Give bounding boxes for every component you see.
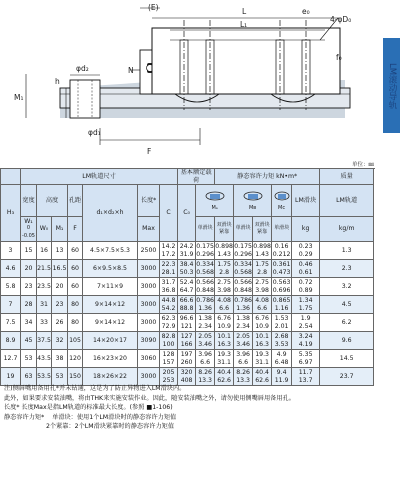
- label-e: (E): [148, 3, 159, 12]
- cell-max: 2500: [138, 242, 160, 260]
- cell-f: 80: [68, 296, 83, 314]
- label-holes: 4-φD₀: [330, 15, 352, 24]
- note-line-4: [4, 413, 380, 423]
- hdr-moment: 静态容许力矩 kN•m*: [215, 169, 320, 185]
- cell-mb1: 0.566 0.848: [234, 279, 252, 294]
- cell-f: 80: [68, 314, 83, 332]
- note-line-3: 长度* 长度Max是指LM轨道的标准最大长度。(参照 ■1-106): [4, 404, 173, 411]
- cell-mc: 0.865 1.16: [272, 297, 291, 312]
- hdr-w1-tol: 0 -0.05: [22, 225, 35, 239]
- table-row: [1, 278, 374, 296]
- cell-c0: 320 408: [178, 368, 196, 386]
- cell-ma1: 0.334 0.568: [196, 261, 214, 276]
- cell-ma2: 10.1 16.3: [215, 332, 234, 350]
- hdr-mc-label: Mc: [278, 205, 286, 211]
- cell-h3: 12.7: [1, 350, 21, 368]
- cell-blk: 0.23 0.29: [292, 242, 320, 260]
- cell-c: 44.8 54.2: [160, 296, 178, 314]
- cell-ma2: 4.08 6.6: [215, 296, 234, 314]
- cell-w1: 53: [21, 350, 37, 368]
- note-line-5: 2个紧靠：2个LM滑块紧靠时的静态容许力矩值: [46, 423, 175, 430]
- cell-w1: 20: [21, 260, 37, 278]
- cell-w0: 23.5: [37, 278, 52, 296]
- table-row: [1, 296, 374, 314]
- cell-mc: 0.16 0.212: [272, 243, 291, 258]
- cell-h3: 19: [1, 368, 21, 386]
- cell-w1: 45: [21, 332, 37, 350]
- side-tab-label: LM滚动导轨: [387, 63, 397, 110]
- cell-d: 4.5×7.5×5.3: [83, 242, 138, 260]
- cell-rail: 1.3: [320, 242, 374, 260]
- table-row: [1, 260, 374, 278]
- cell-blk: 0.72 0.89: [292, 278, 320, 296]
- cell-mc: 4.9 6.48: [272, 350, 292, 368]
- table-row: [1, 368, 374, 386]
- hdr-w1-label: W₁: [24, 217, 33, 225]
- cell-d: 9×14×12: [83, 314, 138, 332]
- hdr-load: 基本额定载荷: [178, 169, 215, 185]
- cell-mb1: 1.38 2.34: [234, 314, 253, 332]
- cell-ma1: 0.786 1.36: [196, 297, 214, 312]
- hdr-ma-single: 单滑块: [196, 217, 215, 242]
- hdr-d1d2h: d₁×d₂×h: [83, 185, 138, 242]
- cell-blk: 1.34 1.75: [292, 296, 320, 314]
- mb-moment-icon: [238, 189, 268, 203]
- cell-mb1: 0.786 1.36: [234, 297, 252, 312]
- cell-f: 105: [68, 332, 83, 350]
- cell-m1: 13: [52, 242, 68, 260]
- label-d2: φd₂: [76, 64, 89, 73]
- cell-c0: 96.6 121: [178, 314, 196, 332]
- cell-w0: 33: [37, 314, 52, 332]
- hdr-c: C: [160, 185, 178, 242]
- label-f: F: [147, 147, 152, 156]
- cell-m1: 26: [52, 314, 68, 332]
- cell-m1: 23: [52, 296, 68, 314]
- hdr-m1: M₁: [52, 217, 68, 242]
- cell-mb2: 10.1 16.3: [253, 332, 272, 350]
- hdr-mb-double: 双滑块 紧靠: [253, 217, 272, 242]
- hdr-f: F: [68, 217, 83, 242]
- hdr-mb-single: 单滑块: [234, 217, 253, 242]
- cell-mc: 1.53 2.01: [272, 314, 292, 332]
- note-line-1: 注)侧唇嘴用备用孔*并未钻通，这是为了防止异物进入LM滑块内。: [4, 385, 186, 392]
- cell-blk: 3.24 4.19: [292, 332, 320, 350]
- cell-ma1: 1.38 2.34: [196, 314, 215, 332]
- table-row: [1, 242, 374, 260]
- hdr-kg: kg: [292, 217, 320, 242]
- label-h: h: [55, 77, 60, 86]
- cell-d: 18×26×22: [83, 368, 138, 386]
- cell-w0: 37.5: [37, 332, 52, 350]
- cell-mb2: 2.75 3.98: [253, 278, 272, 296]
- cell-m1: 53: [52, 368, 68, 386]
- cell-mb2: 0.898 1.43: [253, 243, 271, 258]
- cell-max: 3000: [138, 278, 160, 296]
- table-row: [1, 350, 374, 368]
- cell-c0: 24.2 31.9: [178, 242, 196, 260]
- cell-ma2: 0.898 1.43: [215, 243, 233, 258]
- cell-mb1: 8.26 13.3: [234, 368, 253, 386]
- cell-d: 14×20×17: [83, 332, 138, 350]
- cell-ma2: 6.76 10.9: [215, 314, 234, 332]
- cell-h3: 7.5: [1, 314, 21, 332]
- cell-mc: 0.361 0.473: [272, 261, 291, 276]
- cell-c: 22.3 28.1: [160, 260, 178, 278]
- hdr-w1: [21, 217, 37, 242]
- cell-w1: 15: [21, 242, 37, 260]
- hdr-ma-label: Mₐ: [211, 205, 218, 211]
- cell-rail: 9.6: [320, 332, 374, 350]
- hdr-h3: H₃: [1, 185, 21, 242]
- cell-f: 60: [68, 278, 83, 296]
- cell-mb2: 19.3 31.1: [253, 350, 272, 368]
- label-n: N: [128, 66, 134, 75]
- cell-max: 3000: [138, 368, 160, 386]
- cell-mb2: 40.4 62.6: [253, 368, 272, 386]
- cell-mb1: 3.96 6.6: [234, 350, 253, 368]
- hdr-lm-block: LM滑块: [292, 185, 320, 217]
- cell-mb2: 6.76 10.9: [253, 314, 272, 332]
- lm-guide-drawing: [0, 0, 383, 160]
- unit-label: 单位：㎜: [352, 162, 375, 168]
- cell-w0: 31: [37, 296, 52, 314]
- cell-c: 62.3 72.9: [160, 314, 178, 332]
- cell-f: 60: [68, 260, 83, 278]
- hdr-pitch: 孔距: [68, 185, 83, 217]
- cell-ma1: 2.05 3.46: [196, 332, 215, 350]
- hdr-lm-rail: LM轨道: [320, 185, 374, 217]
- cell-ma2: 1.75 2.8: [215, 260, 234, 278]
- cell-max: 3060: [138, 350, 160, 368]
- cell-mb1: 2.05 3.46: [234, 332, 253, 350]
- cell-ma1: 8.26 13.3: [196, 368, 215, 386]
- table-body: [1, 242, 374, 386]
- hdr-mb: [234, 185, 272, 217]
- spec-table: [0, 168, 374, 386]
- cell-max: 3000: [138, 260, 160, 278]
- cell-c0: 127 166: [178, 332, 196, 350]
- cell-f: 120: [68, 350, 83, 368]
- cell-d: 9×14×12: [83, 296, 138, 314]
- note-moment-label: 静态容许力矩*: [4, 413, 45, 421]
- cell-mb2: 4.08 6.6: [253, 296, 272, 314]
- cell-h3: 4.6: [1, 260, 21, 278]
- mc-moment-icon: [273, 189, 291, 203]
- hdr-blank: [1, 169, 21, 185]
- cell-w0: 16: [37, 242, 52, 260]
- cell-ma1: 0.566 0.848: [196, 279, 214, 294]
- hdr-c0: C₀: [178, 185, 196, 242]
- cell-c: 128 157: [160, 350, 178, 368]
- cell-blk: 11.7 13.7: [292, 368, 320, 386]
- hdr-width: 宽度: [21, 185, 37, 217]
- cell-w1: 28: [21, 296, 37, 314]
- cell-ma1: 0.175 0.296: [196, 243, 214, 258]
- cell-blk: 1.9 2.54: [292, 314, 320, 332]
- cell-m1: 38: [52, 350, 68, 368]
- cell-ma2: 19.3 31.1: [215, 350, 234, 368]
- cell-blk: 0.46 0.61: [292, 260, 320, 278]
- cell-ma2: 2.75 3.98: [215, 278, 234, 296]
- cell-max: 3000: [138, 314, 160, 332]
- cell-rail: 6.2: [320, 314, 374, 332]
- label-m1: M₁: [14, 93, 24, 102]
- cell-mc: 0.563 0.696: [272, 279, 291, 294]
- label-f0: f₀: [336, 53, 342, 62]
- cell-rail: 23.7: [320, 368, 374, 386]
- cell-f: 60: [68, 242, 83, 260]
- cell-w1: 23: [21, 278, 37, 296]
- hdr-mc-single: 单滑块: [272, 217, 292, 242]
- hdr-kgm: kg/m: [320, 217, 374, 242]
- cell-rail: 3.2: [320, 278, 374, 296]
- cell-m1: 32: [52, 332, 68, 350]
- label-d1: φd₁: [88, 128, 101, 137]
- note-moment-single: 单滑块：使用1个LM滑块时的静态容许力矩值: [52, 413, 177, 421]
- ma-moment-icon: [200, 189, 230, 203]
- hdr-ma-double: 双滑块 紧靠: [215, 217, 234, 242]
- cell-mb2: 1.75 2.8: [253, 260, 272, 278]
- cell-d: 6×9.5×8.5: [83, 260, 138, 278]
- cell-w0: 43.5: [37, 350, 52, 368]
- cell-m1: 20: [52, 278, 68, 296]
- cell-mc: 9.4 11.9: [272, 368, 292, 386]
- cell-c: 31.7 36.8: [160, 278, 178, 296]
- label-l1: L₁: [240, 20, 248, 29]
- cell-w1: 34: [21, 314, 37, 332]
- cell-max: 3090: [138, 332, 160, 350]
- table-row: [1, 314, 374, 332]
- hdr-rail-dims: LM轨道尺寸: [21, 169, 178, 185]
- note-line-2: 此外，如果要求安装油嘴，将由THK来实施安装作业。因此，随安装油嘴之外，请勿使用侧嘴唇用备用孔。: [4, 394, 295, 402]
- cell-c0: 197 260: [178, 350, 196, 368]
- cell-rail: 4.5: [320, 296, 374, 314]
- hdr-ma: [196, 185, 234, 217]
- cell-mb1: 0.175 0.296: [234, 243, 252, 258]
- cell-h3: 8.9: [1, 332, 21, 350]
- cell-w0: 53.5: [37, 368, 52, 386]
- hdr-mass: 质量: [320, 169, 374, 185]
- hdr-length: 长度*: [138, 185, 160, 217]
- cell-d: 7×11×9: [83, 278, 138, 296]
- cell-m1: 16.5: [52, 260, 68, 278]
- cell-c0: 38.4 50.3: [178, 260, 196, 278]
- cell-w1: 63: [21, 368, 37, 386]
- cell-max: 3000: [138, 296, 160, 314]
- hdr-mc: [272, 185, 292, 217]
- hdr-w0: W₀: [37, 217, 52, 242]
- cell-mb1: 0.334 0.568: [234, 261, 252, 276]
- cell-c0: 52.4 64.7: [178, 278, 196, 296]
- cell-c: 205 253: [160, 368, 178, 386]
- cell-rail: 2.3: [320, 260, 374, 278]
- cell-c: 82.8 100: [160, 332, 178, 350]
- cell-f: 150: [68, 368, 83, 386]
- cell-mc: 2.68 3.53: [272, 332, 292, 350]
- hdr-height: 高度: [37, 185, 68, 217]
- cell-ma1: 3.96 6.6: [196, 350, 215, 368]
- label-e0: e₀: [302, 7, 310, 16]
- notes: [4, 384, 380, 432]
- cell-c0: 66.6 88.8: [178, 296, 196, 314]
- cell-ma2: 40.4 62.6: [215, 368, 234, 386]
- label-l: L: [242, 7, 247, 16]
- cell-w0: 21.5: [37, 260, 52, 278]
- hdr-max: Max: [138, 217, 160, 242]
- cell-rail: 14.5: [320, 350, 374, 368]
- cell-c: 14.2 17.2: [160, 242, 178, 260]
- cell-h3: 7: [1, 296, 21, 314]
- table-row: [1, 332, 374, 350]
- cell-blk: 5.35 6.97: [292, 350, 320, 368]
- cell-h3: 3: [1, 242, 21, 260]
- cell-d: 16×23×20: [83, 350, 138, 368]
- cell-h3: 5.8: [1, 278, 21, 296]
- rail-section: [70, 80, 100, 118]
- hdr-mb-label: Mв: [248, 205, 257, 211]
